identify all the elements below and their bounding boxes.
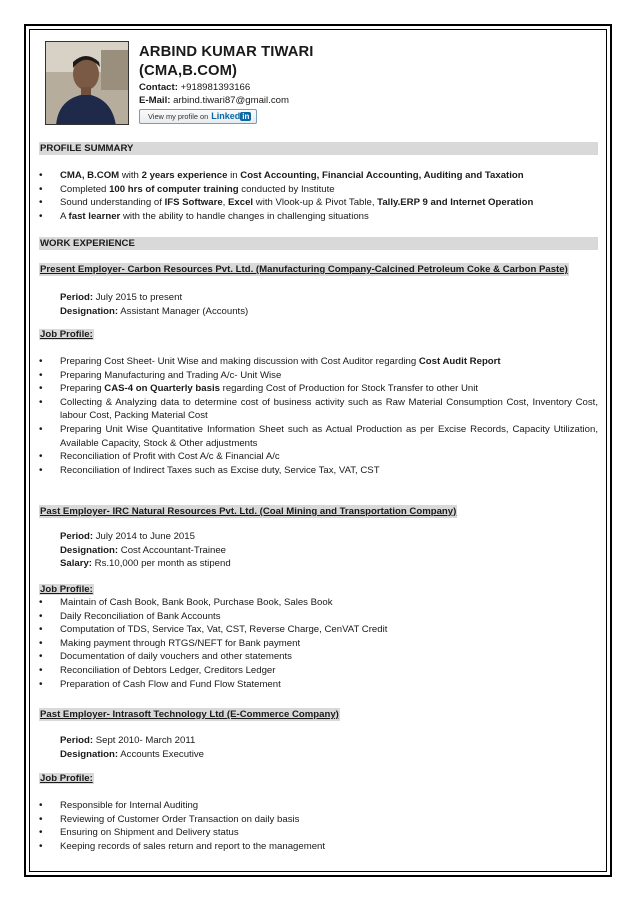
text: with (119, 170, 142, 181)
candidate-name: ARBIND KUMAR TIWARI (139, 44, 314, 60)
job-profile-list-container-1 (39, 355, 598, 477)
linkedin-brand: Linked (211, 110, 241, 121)
linkedin-in-badge: in (242, 111, 250, 121)
bold-text: Cost Accounting, Financial Accounting, Auditing and Taxation (240, 170, 524, 181)
job-profile-list-3 (39, 799, 598, 853)
salary-value: Rs.10,000 per month as stipend (92, 558, 231, 570)
text: Preparing (60, 383, 105, 395)
profile-summary-list-container (39, 169, 598, 223)
text: , (222, 197, 229, 209)
list-item (39, 450, 598, 464)
designation-value: Accounts Executive (118, 748, 204, 760)
period-label: Period: (60, 531, 94, 542)
job-profile-list-container-3 (39, 799, 598, 853)
job-profile-heading-2 (39, 583, 94, 596)
employer-details-intrasoft (60, 734, 204, 761)
list-item (39, 610, 598, 624)
designation-line (60, 748, 204, 762)
person-photo-icon (46, 42, 129, 125)
text: A (60, 210, 69, 222)
job-profile-heading-1 (39, 328, 94, 341)
list-item (39, 664, 598, 678)
salary-line (60, 557, 231, 571)
text: Collecting & Analyzing data to determine cost of business activity such as Raw Material Consumption Cost, Inventory Cost, labour Cost, Packing Material Cost (60, 396, 598, 422)
period-value: Sept 2010- March 2011 (93, 735, 196, 746)
designation-label: Designation: (60, 305, 119, 317)
list-item (39, 369, 598, 383)
designation-line (60, 305, 248, 319)
employer-heading-carbon-resources: Present Employer- Carbon Resources Pvt. Ltd. (Manufacturing Company-Calcined Petroleum Coke & Carbon Paste) (40, 264, 568, 275)
text: Keeping records of sales return and report to the management (60, 840, 326, 852)
list-item (39, 813, 598, 827)
period-label: Period: (60, 292, 94, 303)
bold-text: 100 hrs of computer training (109, 183, 239, 195)
text: Ensuring on Shipment and Delivery status (60, 827, 239, 839)
linkedin-profile-button[interactable] (139, 109, 257, 124)
text: Preparing Cost Sheet- Unit Wise and making discussion with Cost Auditor regarding (60, 356, 419, 367)
period-line (60, 734, 204, 748)
designation-label: Designation: (60, 544, 119, 556)
employer-details-irc (60, 530, 231, 571)
bold-text: Tally.ERP 9 and Internet Operation (377, 197, 534, 209)
text: regarding Cost of Production for Stock Transfer to other Unit (219, 383, 479, 395)
list-item (39, 596, 598, 610)
list-item (39, 799, 598, 813)
contact-phone: +918981393166 (177, 82, 251, 93)
text: with Vlook-up & Pivot Table, (253, 197, 378, 209)
email-line (139, 94, 314, 107)
employer-heading-irc-natural-resources: Past Employer- IRC Natural Resources Pvt. Ltd. (Coal Mining and Transportation Company) (40, 506, 457, 517)
list-item (39, 169, 598, 183)
text: Maintain of Cash Book, Bank Book, Purchase Book, Sales Book (60, 597, 333, 608)
bold-text: fast learner (68, 210, 121, 222)
text: Completed (60, 183, 110, 195)
linkedin-icon (211, 110, 251, 124)
employer-details-carbon-resources (60, 291, 248, 318)
text: Reviewing of Customer Order Transaction on daily basis (60, 813, 300, 825)
text: Daily Reconciliation of Bank Accounts (60, 610, 221, 622)
list-item (39, 678, 598, 692)
list-item (39, 826, 598, 840)
email-label: E-Mail: (139, 95, 171, 106)
designation-value: Assistant Manager (Accounts) (118, 305, 249, 317)
text: Computation of TDS, Service Tax, Vat, CST, Reverse Charge, CenVAT Credit (60, 624, 388, 636)
period-label: Period: (60, 735, 94, 746)
designation-value: Cost Accountant-Trainee (118, 544, 227, 556)
text: Sound understanding of (60, 197, 165, 209)
bold-text: CMA, B.COM (60, 170, 120, 181)
contact-label: Contact: (139, 82, 178, 93)
salary-label: Salary: (60, 558, 92, 570)
job-profile-label: Job Profile: (40, 584, 93, 595)
text: Responsible for Internal Auditing (60, 800, 199, 811)
list-item (39, 183, 598, 197)
job-profile-label: Job Profile: (40, 773, 93, 784)
period-line (60, 291, 248, 305)
list-item (39, 840, 598, 854)
email-address[interactable]: arbind.tiwari87@gmail.com (170, 95, 289, 106)
resume-header (139, 43, 314, 124)
list-item (39, 637, 598, 651)
job-profile-list-2 (39, 596, 598, 691)
list-item (39, 650, 598, 664)
bold-text: 2 years experience (141, 170, 228, 181)
designation-label: Designation: (60, 748, 119, 760)
text: Reconciliation of Profit with Cost A/c & Financial A/c (60, 451, 280, 463)
text: Documentation of daily vouchers and other statements (60, 651, 292, 663)
bold-text: Excel (228, 197, 254, 209)
list-item (39, 396, 598, 423)
text: in (227, 170, 241, 181)
period-value: July 2014 to June 2015 (93, 531, 195, 542)
list-item (39, 464, 598, 478)
text: conducted by Institute (238, 183, 335, 195)
job-profile-list-container-2 (39, 596, 598, 691)
candidate-qualification: (CMA,B.COM) (139, 63, 238, 79)
contact-line (139, 81, 314, 94)
bold-text: IFS Software (164, 197, 223, 209)
profile-photo (45, 41, 129, 125)
list-item (39, 423, 598, 450)
period-value: July 2015 to present (93, 292, 183, 303)
designation-line (60, 544, 231, 558)
list-item (39, 382, 598, 396)
linkedin-text: View my profile on (148, 111, 209, 121)
employer-heading-intrasoft: Past Employer- Intrasoft Technology Ltd (E-Commerce Company) (40, 709, 339, 720)
job-profile-label: Job Profile: (40, 329, 93, 340)
profile-summary-heading: PROFILE SUMMARY (39, 142, 598, 155)
text: with the ability to handle changes in challenging situations (120, 210, 369, 222)
bold-text: CAS-4 on Quarterly basis (104, 383, 220, 395)
job-profile-heading-3 (39, 772, 94, 785)
job-profile-list-1 (39, 355, 598, 477)
text: Preparation of Cash Flow and Fund Flow Statement (60, 678, 281, 690)
list-item (39, 210, 598, 224)
text: Reconciliation of Debtors Ledger, Creditors Ledger (60, 664, 276, 676)
list-item (39, 355, 598, 369)
text: Preparing Manufacturing and Trading A/c- Unit Wise (60, 369, 282, 381)
text: Making payment through RTGS/NEFT for Bank payment (60, 637, 301, 649)
period-line (60, 530, 231, 544)
bold-text: Cost Audit Report (418, 356, 501, 367)
profile-summary-list (39, 169, 598, 223)
text: Reconciliation of Indirect Taxes such as Excise duty, Service Tax, VAT, CST (60, 464, 380, 476)
work-experience-heading: WORK EXPERIENCE (39, 237, 598, 250)
list-item (39, 623, 598, 637)
text: Preparing Unit Wise Quantitative Information Sheet such as Actual Production as per Excise Records, Capacity Utilization, Available Capacity, Stock & Other adjustments (60, 423, 598, 449)
list-item (39, 196, 598, 210)
